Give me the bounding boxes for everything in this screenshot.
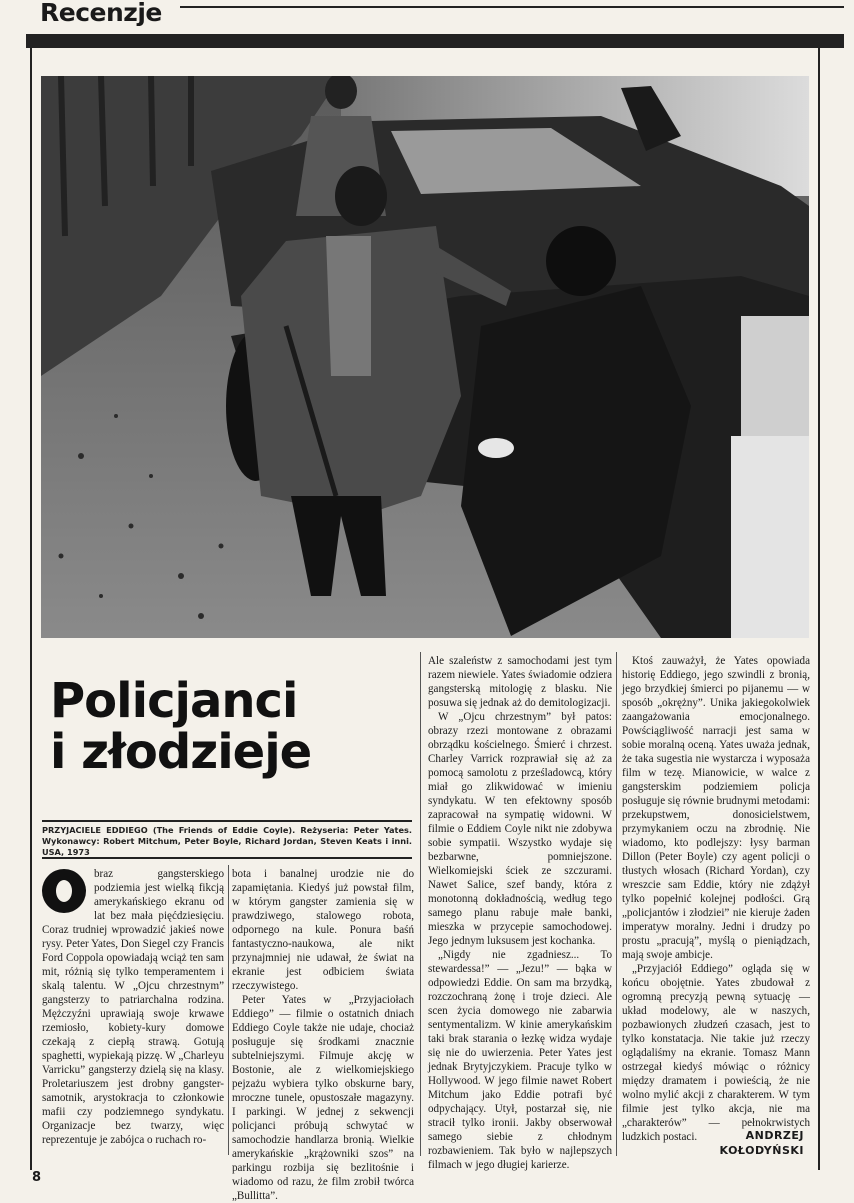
credits-top-rule (42, 820, 412, 822)
article-author (700, 1128, 804, 1158)
article-headline (50, 673, 420, 780)
column-4-paragraph-1: Ktoś zauważył, że Yates opowiada historię Eddiego, jego szwindli z bronią, jego brzydkiej śmierci po pijanemu — w sposób „okrężny”. Unika jakiegokolwiek zaangażowania emocjonalnego. Powściągliwość narracji jest sama w sobie moralną oceną. Yates uważa jednak, że taka sugestia nie wystarcza i wyposaża film w tezę. Mianowicie, w walce z gangsterskim podziemiem policja posługuje się równie brudnymi metodami: przekupstwem, donosicielstwem, przymykaniem oczu na zbrodnię. Nie wiadomo, kto podlejszy: łysy barman Dillon (Peter Boyle) czy agent policji o tłustych włosach (Richard Yordan), czy wreszcie sam Eddie, który nie zdążył tylko popełnić kolejnej podłości. Grą „policjantów i złodziei” nie kieruje żaden imperatyw moralny. Jedni i drudzy po prostu „pracują”, myślą o pieniądzach, mają swoje ambicje. (622, 655, 810, 961)
column-2-paragraph-1: bota i banalnej urodzie nie do zapamiętania. Kiedyś już powstał film, w którym gangster zamienia się w prawdziwego, stalowego robota, odpornego na kule. Ponura baśń fantastyczno-naukowa, ale nikt przynajmniej nie udawał, że świat na ekranie jest odbiciem świata rzeczywistego. (232, 868, 414, 992)
car-door-light (731, 436, 809, 638)
figure-struggle-hand (478, 438, 514, 458)
article-column-2 (232, 867, 414, 1203)
column-4-paragraph-2: „Przyjaciół Eddiego” ogląda się w końcu obojętnie. Yates zbudował z ogromną precyzją pewną sytuację — układ modelowy, ale w naszych, pozbawionych złudzeń czasach, jest to tylko konstatacja. Nie takie już rzeczy oglądaliśmy na ekranie. Tomasz Mann ostrzegał kiedyś mówiąc o różnicy między dramatem i powieścią, że nie wolno mylić akcji z charakterem. W tym filmie jest tylko akcja, nie ma „charakterów” — pełnokrwistych ludzkich postaci. (622, 963, 810, 1143)
page-number: 8 (32, 1170, 42, 1185)
article-column-1 (42, 867, 224, 1147)
film-credits: PRZYJACIELE EDDIEGO (The Friends of Eddie Coyle). Reżyseria: Peter Yates. Wykonawcy: Robert Mitchum, Peter Boyle, Richard Jordan, Steven Keats i inni. USA, 1973 (42, 825, 412, 857)
column-2-paragraph-2: Peter Yates w „Przyjaciołach Eddiego” — filmie o ostatnich dniach Eddiego Coyle także nie udaje, chociaż posługuje się środkami znacznie subtelniejszymi. Filmuje akcję w Bostonie, ale z wielkomiejskiego pejzażu wybiera tylko obskurne bary, mroczne tunele, opustoszałe magazyny. I parkingi. W jednej z sekwencji policjanci próbują schwytać w samochodzie handlarza bronią. Wielkie amerykańskie „krążowniki szos” na parkingu rozbija się bezlitośnie i wiadomo od razu, że film zrobił twórca „Bullitta”. (232, 994, 414, 1202)
column-divider (228, 865, 229, 1155)
dropcap-letter (42, 869, 86, 913)
column-3-paragraph-3: „Nigdy nie zgadniesz... To stewardessa!” — „Jezu!” — bąka w odpowiedzi Eddie. On sam ma brzydką, rozczochraną żonę i troje dzieci. Ale scen życia domowego nie zabarwia sentymentalizm. W kinie amerykańskim taki brak starania o łezkę widza wydaje się nie do uwierzenia. Peter Yates jest jednak Brytyjczykiem. Pracuje tylko w Hollywood. W jego filmie nawet Robert Mitchum jako Eddie potrafi być odpychający. Utył, postarzał się, nie stracił tylko ironii. Jakby obserwował samego siebie z chłodnym rozbawieniem. Tak było w najlepszych filmach w jego długiej karierze. (428, 949, 612, 1171)
section-title: Recenzje (40, 0, 162, 26)
figure-main-head (335, 166, 387, 226)
header-bar (26, 34, 844, 48)
column-3-paragraph-2: W „Ojcu chrzestnym” był patos: obrazy rzezi montowane z obrazami obrządku kościelnego. Śmierć i chrzest. Charley Varrick rozprawiał się aż za pomocą samolotu z prześladowcą, który miał go zlikwidować w imieniu syndykatu. W ten efektowny sposób zapracował na sympatię widowni. W filmie o Eddiem Coyle nikt nie zdobywa sobie sympatii. Wszystko wydaje się bezbarwne, pomniejszone. Wielkomiejski ściek ze szczurami. Nawet Salice, szef bandy, która z monotonną dokładnością, według tego samego planu rabuje małe banki, mieszka w przycepie samochodowej. Jego jednym luksusem jest kochanka. (428, 711, 612, 947)
film-still-photo (41, 76, 809, 638)
figure-struggle-head (546, 226, 616, 296)
article-column-3 (428, 654, 612, 1172)
column-divider (616, 652, 617, 1156)
figure-main-sweater (326, 236, 371, 376)
film-still-illustration (41, 76, 809, 638)
author-last-name: KOŁODYŃSKI (719, 1144, 804, 1157)
headline-line-1: Policjanci (50, 673, 298, 729)
left-border-rule (30, 48, 32, 1170)
column-divider (420, 652, 421, 1156)
headline-line-2: i złodzieje (50, 724, 312, 780)
column-3-paragraph-1: Ale szaleństw z samochodami jest tym razem niewiele. Yates świadomie odziera gangsterską mitologię z blasku. Nie posuwa się jednak aż do demitologizacji. (428, 655, 612, 709)
top-rule (180, 6, 844, 8)
column-1-paragraph-1: braz gangsterskiego podziemia jest wielką fikcją amerykańskiego ekranu od lat bez mała pięćdziesięciu. Coraz trudniej wprowadzić jakieś nowe rysy. Peter Yates, Don Siegel czy Francis Ford Coppola opowiadają wciąż ten sam mit, różnią się tylko temperamentem i skalą talentu. W „Ojcu chrzestnym” gangsterzy to patriarchalna rodzina. Mężczyźni uprawiają swoje krwawe rzemiosło, kobiety-kury domowe czekają z ciepłą strawą. Gotują spaghetti, wypiekają pizzę. W „Charleyu Varricku” gangsterzy dzielą się na klasy. Proletariuszem jest drobny gangster-samotnik, arystokracja to członkowie mafii czy podziemnego syndykatu. Organizacje bez twarzy, więc reprezentuje je zabójca o ruchach ro- (42, 868, 224, 1146)
author-first-name: ANDRZEJ (745, 1129, 804, 1142)
right-border-rule (818, 48, 820, 1170)
article-column-4 (622, 654, 810, 1144)
credits-bottom-rule (42, 857, 412, 859)
car-front-window (741, 316, 809, 436)
